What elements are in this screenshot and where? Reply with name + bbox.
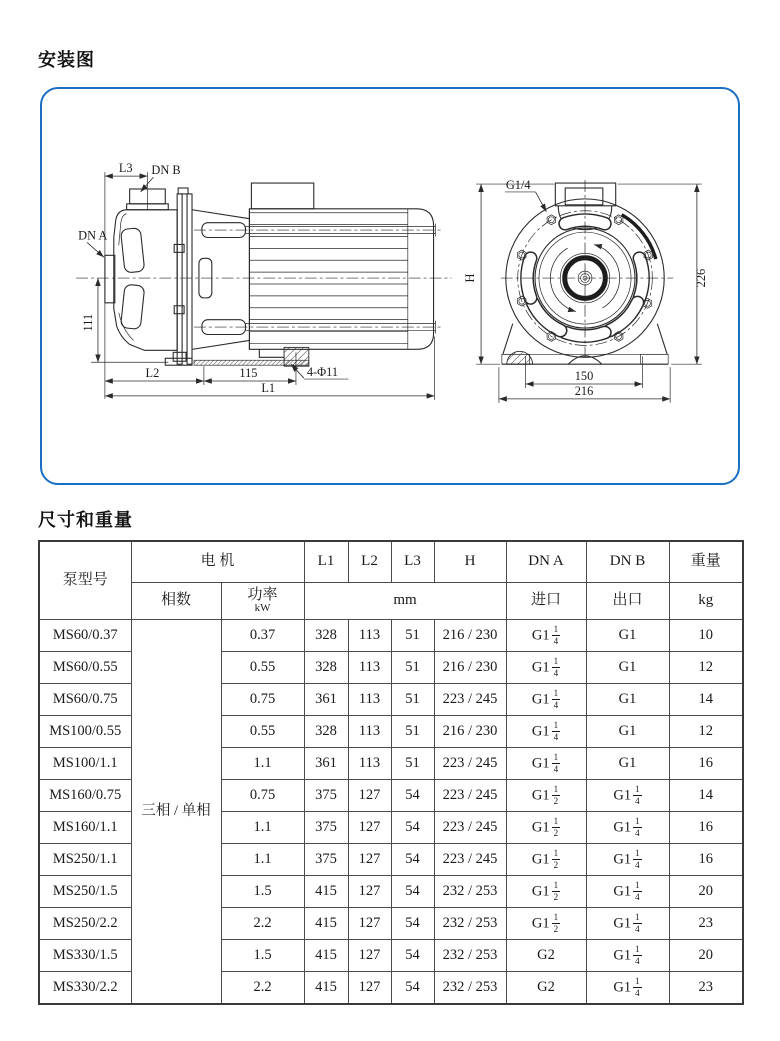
cell-l1: 415	[304, 876, 348, 908]
cell-dna: G2	[506, 940, 586, 972]
cell-dnb: G1 $\frac{1}{4}$	[586, 876, 669, 908]
col-header-mm: mm	[304, 583, 506, 620]
cell-weight: 23	[669, 972, 743, 1005]
section-title-installation: 安装图	[38, 50, 95, 70]
pump-technical-drawing	[42, 89, 738, 483]
phase-cell: 三相 / 单相	[131, 620, 221, 1005]
dim-label-115: 115	[239, 366, 258, 381]
cell-h: 216 / 230	[434, 652, 506, 684]
cell-power: 1.1	[221, 812, 304, 844]
cell-dna: G1 $\frac{1}{2}$	[506, 844, 586, 876]
cell-power: 0.55	[221, 716, 304, 748]
cell-h: 223 / 245	[434, 748, 506, 780]
cell-l3: 51	[391, 684, 434, 716]
cell-weight: 12	[669, 652, 743, 684]
cell-dnb: G1 $\frac{1}{4}$	[586, 972, 669, 1005]
cell-weight: 16	[669, 812, 743, 844]
cell-dnb: G1 $\frac{1}{4}$	[586, 812, 669, 844]
cell-l3: 51	[391, 716, 434, 748]
cell-l2: 113	[348, 652, 391, 684]
cell-h: 223 / 245	[434, 684, 506, 716]
cell-l1: 328	[304, 620, 348, 652]
col-header-kg: kg	[669, 583, 743, 620]
cell-l1: 415	[304, 908, 348, 940]
cell-l3: 54	[391, 780, 434, 812]
cell-l3: 54	[391, 908, 434, 940]
cell-l3: 54	[391, 876, 434, 908]
cell-weight: 14	[669, 684, 743, 716]
cell-dna: G1 $\frac{1}{4}$	[506, 652, 586, 684]
installation-diagram-box	[40, 87, 740, 485]
table-body	[39, 620, 743, 1005]
cell-dnb: G1 $\frac{1}{4}$	[586, 908, 669, 940]
cell-dnb: G1 $\frac{1}{4}$	[586, 780, 669, 812]
cell-dnb: G1	[586, 716, 669, 748]
cell-dnb: G1 $\frac{1}{4}$	[586, 844, 669, 876]
cell-model: MS60/0.55	[39, 652, 131, 684]
cell-h: 232 / 253	[434, 876, 506, 908]
cell-l2: 113	[348, 748, 391, 780]
cell-weight: 14	[669, 780, 743, 812]
cell-model: MS250/1.5	[39, 876, 131, 908]
cell-h: 232 / 253	[434, 908, 506, 940]
cell-power: 2.2	[221, 972, 304, 1005]
col-header-outlet: 出口	[586, 583, 669, 620]
dim-label-l2: L2	[145, 366, 160, 381]
cell-l3: 51	[391, 620, 434, 652]
dim-label-holes: 4-Φ11	[306, 365, 339, 380]
cell-l3: 54	[391, 972, 434, 1005]
cell-model: MS60/0.75	[39, 684, 131, 716]
cell-l1: 415	[304, 940, 348, 972]
cell-power: 0.75	[221, 780, 304, 812]
cell-l1: 328	[304, 716, 348, 748]
power-unit: kW	[254, 602, 271, 615]
cell-l1: 361	[304, 748, 348, 780]
cell-power: 0.55	[221, 652, 304, 684]
cell-model: MS250/1.1	[39, 844, 131, 876]
cell-weight: 20	[669, 940, 743, 972]
dim-label-h: H	[463, 273, 478, 283]
cell-dna: G1 $\frac{1}{4}$	[506, 716, 586, 748]
cell-h: 216 / 230	[434, 716, 506, 748]
cell-h: 223 / 245	[434, 780, 506, 812]
cell-weight: 16	[669, 748, 743, 780]
cell-model: MS100/0.55	[39, 716, 131, 748]
cell-dnb: G1 $\frac{1}{4}$	[586, 940, 669, 972]
cell-model: MS160/0.75	[39, 780, 131, 812]
cell-dna: G2	[506, 972, 586, 1005]
cell-l1: 375	[304, 780, 348, 812]
cell-l3: 54	[391, 812, 434, 844]
cell-model: MS160/1.1	[39, 812, 131, 844]
cell-model: MS330/2.2	[39, 972, 131, 1005]
cell-power: 1.5	[221, 940, 304, 972]
cell-l3: 51	[391, 748, 434, 780]
side-view	[76, 161, 451, 400]
col-header-motor: 电 机	[131, 541, 304, 583]
cell-model: MS330/1.5	[39, 940, 131, 972]
col-header-dna: DN A	[506, 541, 586, 583]
cell-l1: 375	[304, 812, 348, 844]
cell-l3: 54	[391, 940, 434, 972]
cell-dnb: G1	[586, 748, 669, 780]
cell-power: 1.1	[221, 844, 304, 876]
cell-h: 216 / 230	[434, 620, 506, 652]
col-header-dnb: DN B	[586, 541, 669, 583]
cell-dna: G1 $\frac{1}{2}$	[506, 876, 586, 908]
cell-l2: 113	[348, 620, 391, 652]
cell-dnb: G1	[586, 652, 669, 684]
cell-h: 223 / 245	[434, 812, 506, 844]
table-row	[39, 620, 743, 652]
cell-l2: 127	[348, 940, 391, 972]
col-header-weight: 重量	[669, 541, 743, 583]
cell-weight: 23	[669, 908, 743, 940]
col-header-phase: 相数	[131, 583, 221, 620]
cell-dnb: G1	[586, 620, 669, 652]
cell-power: 1.1	[221, 748, 304, 780]
cell-l2: 127	[348, 844, 391, 876]
dim-label-dn-a: DN A	[78, 228, 108, 243]
col-header-l2: L2	[348, 541, 391, 583]
cell-l1: 415	[304, 972, 348, 1005]
cell-l2: 113	[348, 716, 391, 748]
dimensions-table	[38, 540, 744, 1005]
dim-label-l1: L1	[261, 380, 276, 395]
dim-label-216: 216	[574, 383, 594, 398]
cell-h: 232 / 253	[434, 940, 506, 972]
dim-label-dn-b: DN B	[151, 163, 181, 178]
dim-label-226: 226	[693, 268, 708, 288]
cell-l1: 375	[304, 844, 348, 876]
cell-dna: G1 $\frac{1}{4}$	[506, 748, 586, 780]
cell-power: 1.5	[221, 876, 304, 908]
cell-l2: 127	[348, 780, 391, 812]
cell-dna: G1 $\frac{1}{4}$	[506, 620, 586, 652]
cell-h: 223 / 245	[434, 844, 506, 876]
cell-l1: 361	[304, 684, 348, 716]
cell-weight: 20	[669, 876, 743, 908]
cell-weight: 12	[669, 716, 743, 748]
col-header-inlet: 进口	[506, 583, 586, 620]
col-header-l1: L1	[304, 541, 348, 583]
section-title-dimensions: 尺寸和重量	[38, 510, 133, 530]
cell-l2: 113	[348, 684, 391, 716]
cell-dna: G1 $\frac{1}{2}$	[506, 780, 586, 812]
cell-dna: G1 $\frac{1}{2}$	[506, 908, 586, 940]
cell-l2: 127	[348, 812, 391, 844]
cell-model: MS100/1.1	[39, 748, 131, 780]
dim-label-111: 111	[81, 313, 96, 332]
dim-label-g14: G1/4	[505, 177, 531, 192]
col-header-power: 功率 kW	[221, 583, 304, 620]
cell-dna: G1 $\frac{1}{4}$	[506, 684, 586, 716]
cell-l2: 127	[348, 908, 391, 940]
col-header-h: H	[434, 541, 506, 583]
cell-l3: 51	[391, 652, 434, 684]
cell-power: 0.37	[221, 620, 304, 652]
cell-weight: 10	[669, 620, 743, 652]
cell-model: MS250/2.2	[39, 908, 131, 940]
cell-l2: 127	[348, 972, 391, 1005]
terminal-box	[251, 183, 313, 209]
dim-label-150: 150	[574, 369, 594, 384]
dim-label-l3: L3	[118, 161, 133, 176]
cell-dna: G1 $\frac{1}{2}$	[506, 812, 586, 844]
cell-l3: 54	[391, 844, 434, 876]
col-header-pump-model: 泵型号	[39, 541, 131, 620]
col-header-l3: L3	[391, 541, 434, 583]
cell-power: 0.75	[221, 684, 304, 716]
cell-dnb: G1	[586, 684, 669, 716]
cell-power: 2.2	[221, 908, 304, 940]
cell-model: MS60/0.37	[39, 620, 131, 652]
cell-l1: 328	[304, 652, 348, 684]
cell-h: 232 / 253	[434, 972, 506, 1005]
cell-weight: 16	[669, 844, 743, 876]
front-view	[463, 178, 708, 403]
cell-l2: 127	[348, 876, 391, 908]
